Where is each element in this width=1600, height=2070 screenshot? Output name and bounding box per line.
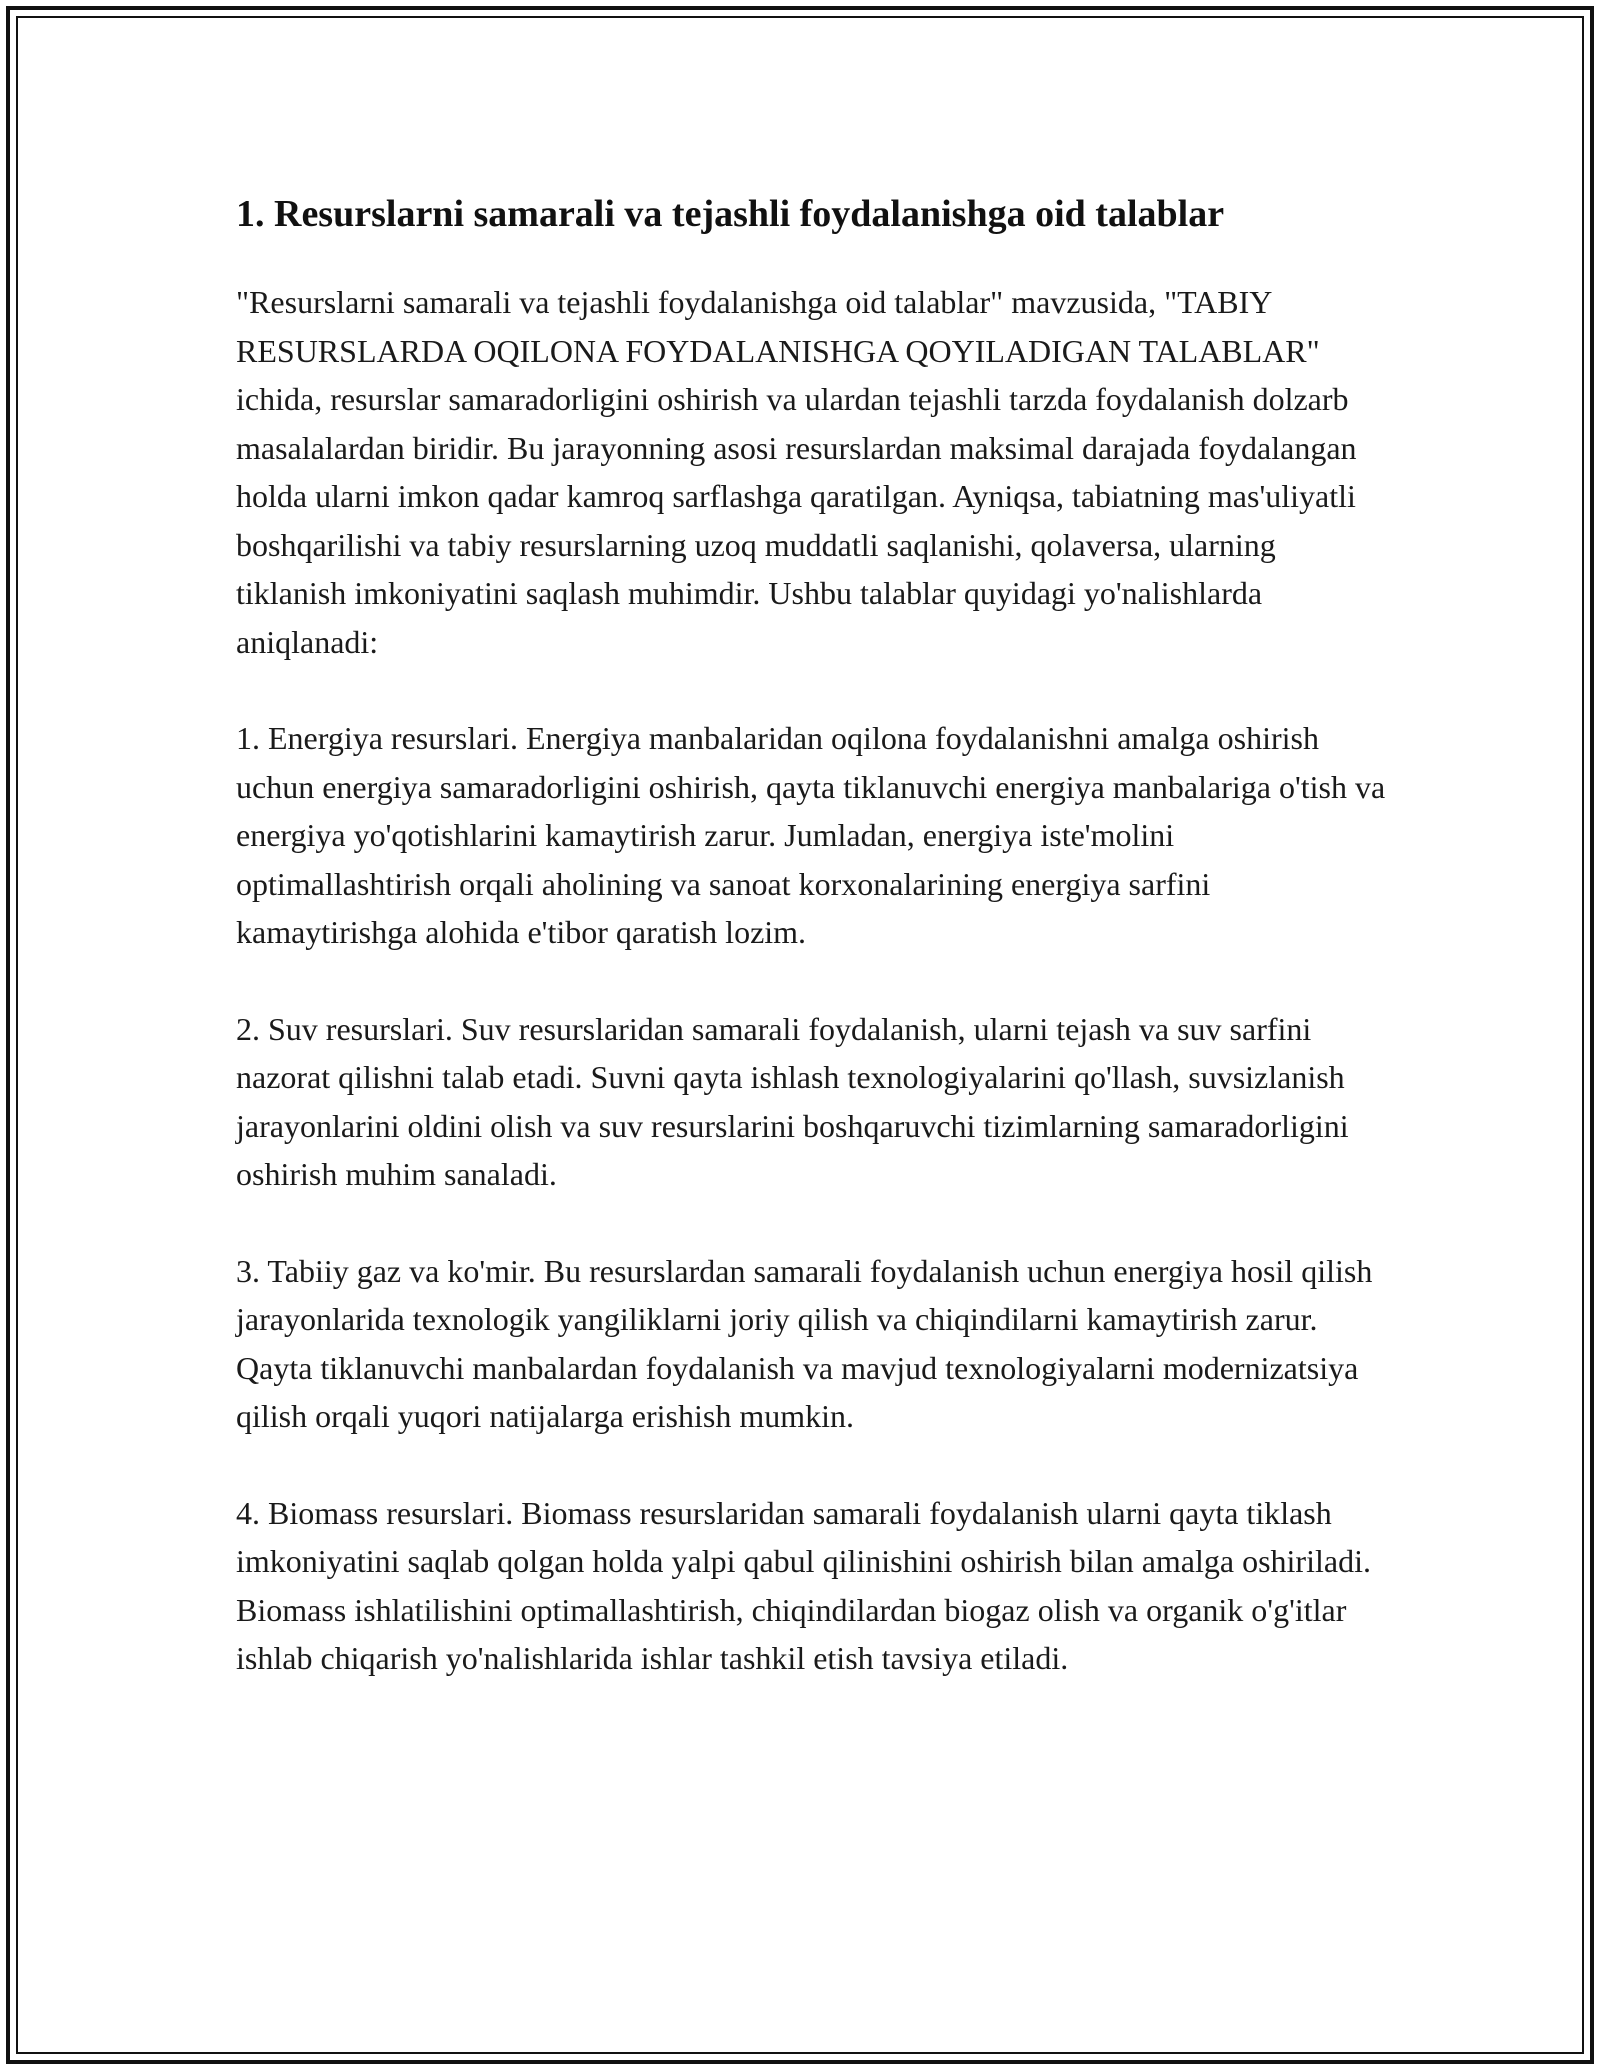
paragraph-gas-and-coal: 3. Tabiiy gaz va ko'mir. Bu resurslardan samarali foydalanish uchun energiya hosil qilish jarayonlarida texnologik yangiliklarni joriy qilish va chiqindilarni kamaytirish zarur. Qayta tiklanuvchi manbalardan foydalanish va mavjud texnologiyalarni modernizatsiya qilish orqali yuqori natijalarga erishish mumkin. [236, 1252, 1373, 1434]
intro-paragraph: "Resurslarni samarali va tejashli foydalanishga oid talablar" mavzusida, "TABIY RESURSLARDA OQILONA FOYDALANISHGA QOYILADIGAN TALABLAR" ichida, resurslar samaradorligini oshirish va ulardan tejashli tarzda foydalanish dolzarb masalalardan biridir. Bu jarayonning asosi resurslardan maksimal darajada foydalangan holda ularni imkon qadar kamroq sarflashga qaratilgan. Ayniqsa, tabiatning mas'uliyatli boshqarilishi va tabiy resurslarning uzoq muddatli saqlanishi, qolaversa, ularning tiklanish imkoniyatini saqlash muhimdir. Ushbu talablar quyidagi yo'nalishlarda aniqlanadi: [236, 284, 1357, 660]
paragraph-energy-resources: 1. Energiya resurslari. Energiya manbalaridan oqilona foydalanishni amalga oshirish uchun energiya samaradorligini oshirish, qayta tiklanuvchi energiya manbalariga o'tish va energiya yo'qotishlarini kamaytirish zarur. Jumladan, energiya iste'molini optimallashtirish orqali aholining va sanoat korxonalarining energiya sarfini kamaytirishga alohida e'tibor qaratish lozim. [236, 720, 1386, 950]
document-body [236, 184, 1386, 1731]
paragraph-biomass-resources: 4. Biomass resurslari. Biomass resurslaridan samarali foydalanish ularni qayta tiklash imkoniyatini saqlab qolgan holda yalpi qabul qilinishini oshirish bilan amalga oshiriladi. Biomass ishlatilishini optimallashtirish, chiqindilardan biogaz olish va organik o'g'itlar ishlab chiqarish yo'nalishlarida ishlar tashkil etish tavsiya etiladi. [236, 1494, 1371, 1676]
paragraph-water-resources: 2. Suv resurslari. Suv resurslaridan samarali foydalanish, ularni tejash va suv sarfini nazorat qilishni talab etadi. Suvni qayta ishlash texnologiyalarini qo'llash, suvsizlanish jarayonlarini oldini olish va suv resurslarini boshqaruvchi tizimlarning samaradorligini oshirish muhim sanaladi. [236, 1010, 1349, 1192]
section-heading: 1. Resurslarni samarali va tejashli foydalanishga oid talablar [236, 193, 1225, 235]
